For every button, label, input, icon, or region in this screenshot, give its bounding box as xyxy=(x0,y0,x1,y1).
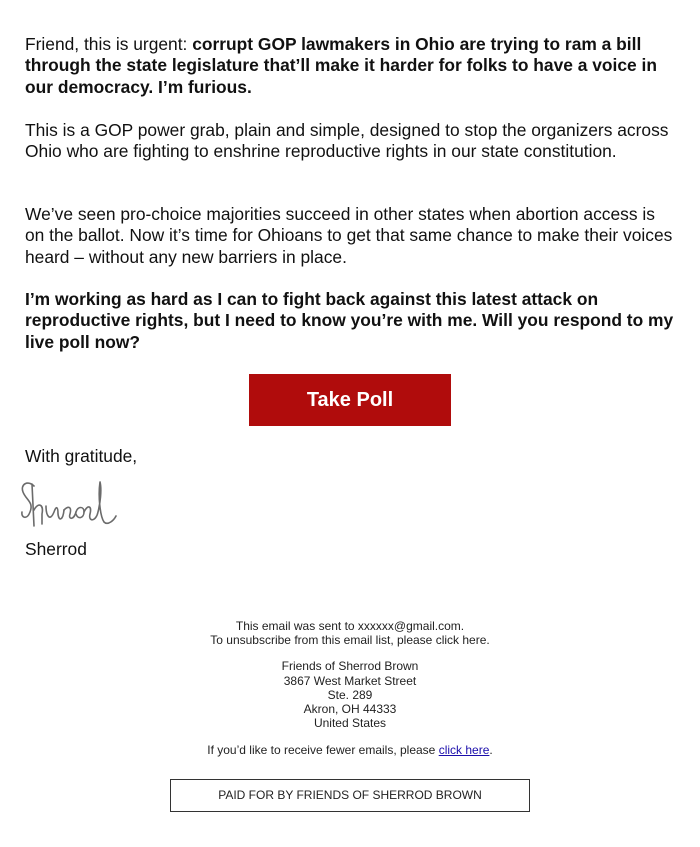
unsubscribe-text[interactable]: To unsubscribe from this email list, please click here. xyxy=(210,633,490,648)
paragraph-urgent-lead: Friend, this is urgent: xyxy=(25,34,193,54)
paragraph-pro-choice: We’ve seen pro-choice majorities succeed in other states when abortion access is on the ballot. Now it’s time for Ohioans to get that same chance to make their voices heard – without any new barriers in place. xyxy=(25,204,673,267)
fewer-emails-link[interactable]: click here xyxy=(438,743,490,757)
footer xyxy=(0,619,700,730)
paragraph-urgent xyxy=(25,34,675,98)
signature-image xyxy=(18,476,122,534)
cta-container xyxy=(249,374,451,426)
sent-to-text: This email was sent to xxxxxx@gmail.com. xyxy=(235,619,465,633)
address-country: United States xyxy=(313,716,387,731)
fewer-emails-line xyxy=(0,743,700,757)
address-street: 3867 West Market Street xyxy=(283,673,417,688)
take-poll-button[interactable]: Take Poll xyxy=(249,374,451,426)
paragraph-ask: I’m working as hard as I can to fight back against this latest attack on reproductive rights, but I need to know you’re with me. Will you respond to my live poll now? xyxy=(25,289,674,352)
closing-text: With gratitude, xyxy=(25,446,138,466)
fewer-emails-end: . xyxy=(489,743,493,757)
address-city: Akron, OH 44333 xyxy=(303,702,397,717)
fewer-emails-text: If you’d like to receive fewer emails, please xyxy=(207,743,439,757)
paragraph-power-grab: This is a GOP power grab, plain and simple, designed to stop the organizers across Ohio who are fighting to enshrine reproductive rights in our state constitution. xyxy=(25,120,669,162)
address-suite: Ste. 289 xyxy=(327,687,373,702)
signer-name: Sherrod xyxy=(25,539,87,559)
address-org: Friends of Sherrod Brown xyxy=(281,659,419,674)
paid-for-disclaimer: PAID FOR BY FRIENDS OF SHERROD BROWN xyxy=(170,779,530,812)
paragraph-urgent-bold: corrupt GOP lawmakers in Ohio are trying to ram a bill through the state legislature that’ll make it harder for folks to have a voice in our democracy. I’m furious. xyxy=(25,34,658,97)
